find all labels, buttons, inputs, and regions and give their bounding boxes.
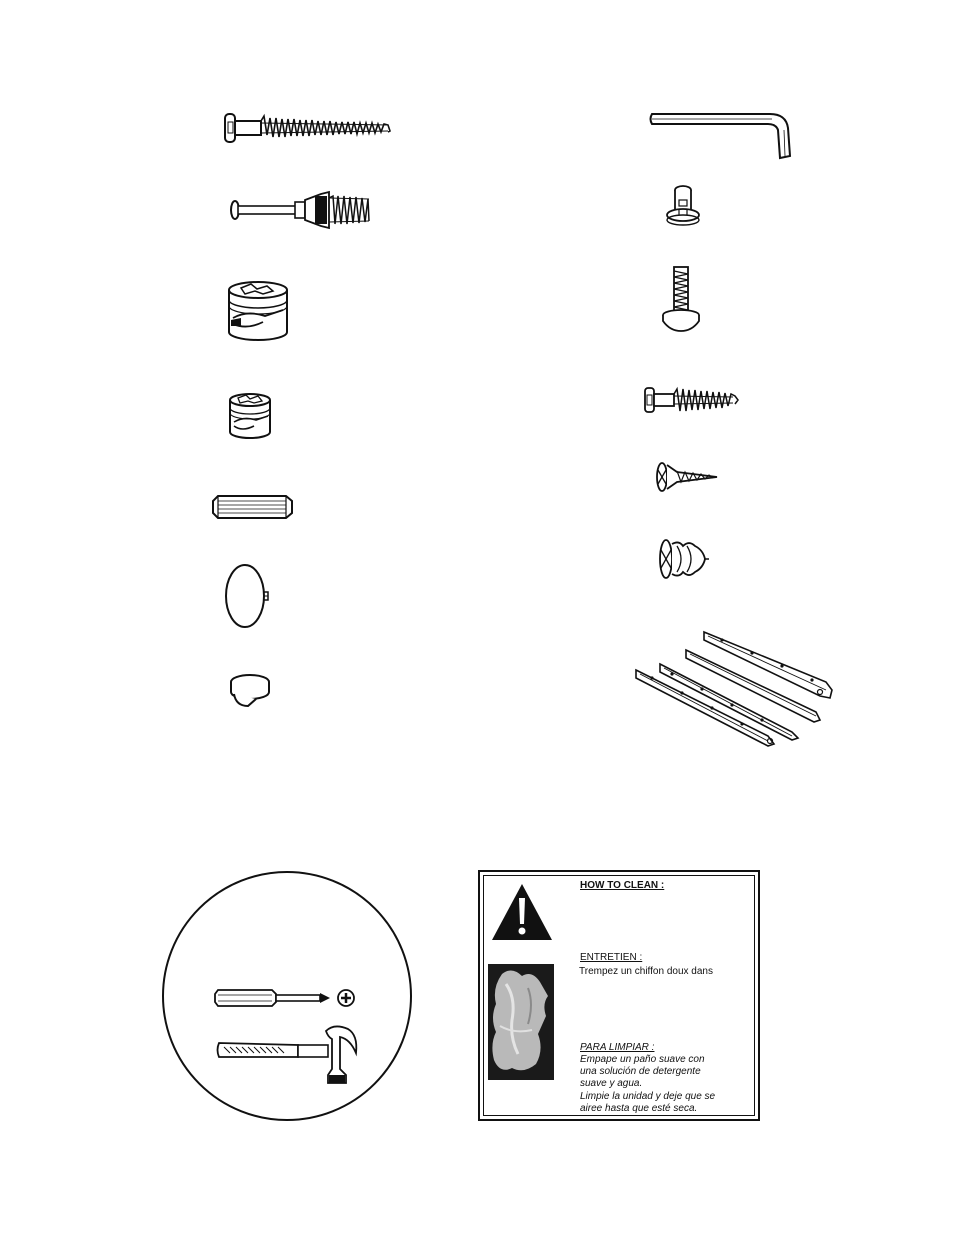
- wooden-dowel-icon: [212, 493, 294, 521]
- plastic-connector-icon: [663, 182, 703, 228]
- warning-triangle-icon: [490, 882, 554, 942]
- large-cam-lock-icon: [227, 280, 289, 342]
- allen-key-icon: [648, 108, 794, 162]
- spanish-line: suave y agua.: [580, 1078, 643, 1089]
- small-cam-lock-icon: [228, 392, 272, 440]
- connecting-bolt-icon: [229, 188, 373, 232]
- spanish-line: Limpie la unidad y deje que se: [580, 1091, 716, 1102]
- cam-bolt-screw-icon: [222, 108, 394, 148]
- cleaning-instructions-box: [478, 870, 760, 1121]
- spanish-line: airee hasta que esté seca.: [580, 1103, 698, 1114]
- spanish-line: una solución de detergente: [580, 1066, 701, 1077]
- french-text: Trempez un chiffon doux dans: [579, 966, 713, 977]
- wall-anchor-icon: [657, 536, 711, 582]
- short-cam-bolt-icon: [643, 384, 741, 416]
- wood-screw-icon: [655, 460, 721, 494]
- cloth-icon: [488, 964, 554, 1080]
- french-heading: ENTRETIEN :: [580, 952, 643, 963]
- shelf-support-peg-icon: [228, 672, 272, 710]
- drawer-slide-rails-icon: [632, 628, 836, 748]
- phillips-screwdriver-icon: [214, 985, 358, 1011]
- english-heading: HOW TO CLEAN :: [580, 880, 665, 891]
- spanish-heading: PARA LIMPIAR :: [580, 1042, 655, 1053]
- required-tools-circle: [162, 871, 412, 1121]
- spanish-line: Empape un paño suave con: [580, 1054, 705, 1065]
- cover-cap-icon: [224, 563, 270, 629]
- claw-hammer-icon: [216, 1019, 360, 1089]
- machine-screw-icon: [660, 265, 702, 335]
